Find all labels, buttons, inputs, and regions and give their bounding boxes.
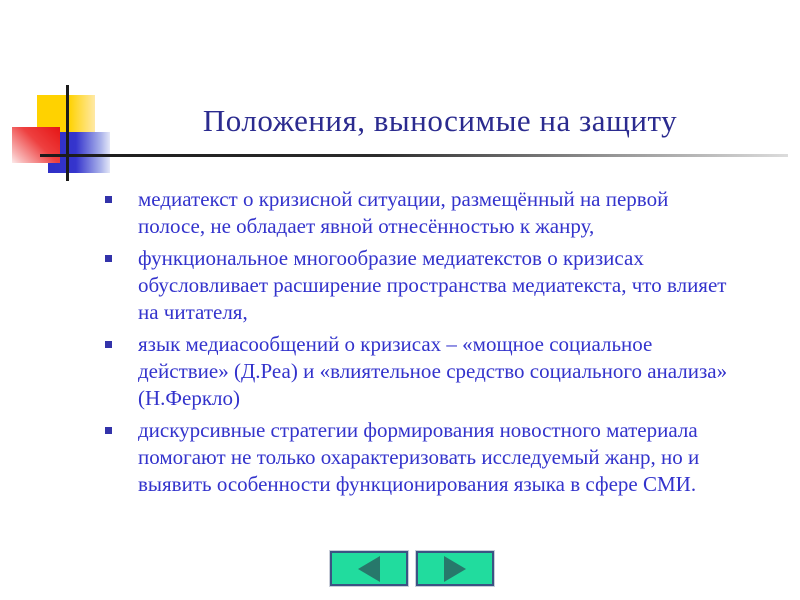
bullet-text xyxy=(138,245,726,326)
bullet-square-icon xyxy=(105,341,112,348)
bullet-line: язык медиасообщений о кризисах – «мощное социальное xyxy=(138,332,653,356)
decor-red-square xyxy=(12,127,60,163)
bullet-text xyxy=(138,186,668,240)
bullet-line: дискурсивные стратегии формирования новостного материала xyxy=(138,418,698,442)
bullet-line: функциональное многообразие медиатекстов о кризисах xyxy=(138,246,644,270)
bullet-line: действие» (Д.Реа) и «влиятельное средство социального анализа» xyxy=(138,359,728,383)
bullet-item xyxy=(105,417,795,498)
previous-slide-button[interactable] xyxy=(330,551,408,586)
bullet-item xyxy=(105,186,795,240)
bullet-line: выявить особенности функционирования языка в сфере СМИ. xyxy=(138,472,697,496)
back-arrow-icon xyxy=(358,556,380,582)
bullet-square-icon xyxy=(105,255,112,262)
bullet-line: помогают не только охарактеризовать исследуемый жанр, но и xyxy=(138,445,700,469)
bullet-line: обусловливает расширение пространства медиатекста, что влияет xyxy=(138,273,727,297)
bullet-line: (Н.Феркло) xyxy=(138,386,240,410)
slide-title: Положения, выносимые на защиту xyxy=(202,103,678,138)
bullet-item xyxy=(105,245,795,326)
bullet-item xyxy=(105,331,795,412)
bullet-text xyxy=(138,331,727,412)
bullet-line: полосе, не обладает явной отнесённостью к жанру, xyxy=(138,214,595,238)
bullet-line: медиатекст о кризисной ситуации, размещённый на первой xyxy=(138,187,669,211)
slide-navigation xyxy=(330,551,494,586)
forward-arrow-icon xyxy=(444,556,466,582)
bullet-list xyxy=(105,186,795,503)
next-slide-button[interactable] xyxy=(416,551,494,586)
decor-vertical-line xyxy=(66,85,69,181)
bullet-text xyxy=(138,417,699,498)
bullet-square-icon xyxy=(105,427,112,434)
bullet-line: на читателя, xyxy=(138,300,248,324)
title-underline-rule xyxy=(40,154,788,157)
bullet-square-icon xyxy=(105,196,112,203)
